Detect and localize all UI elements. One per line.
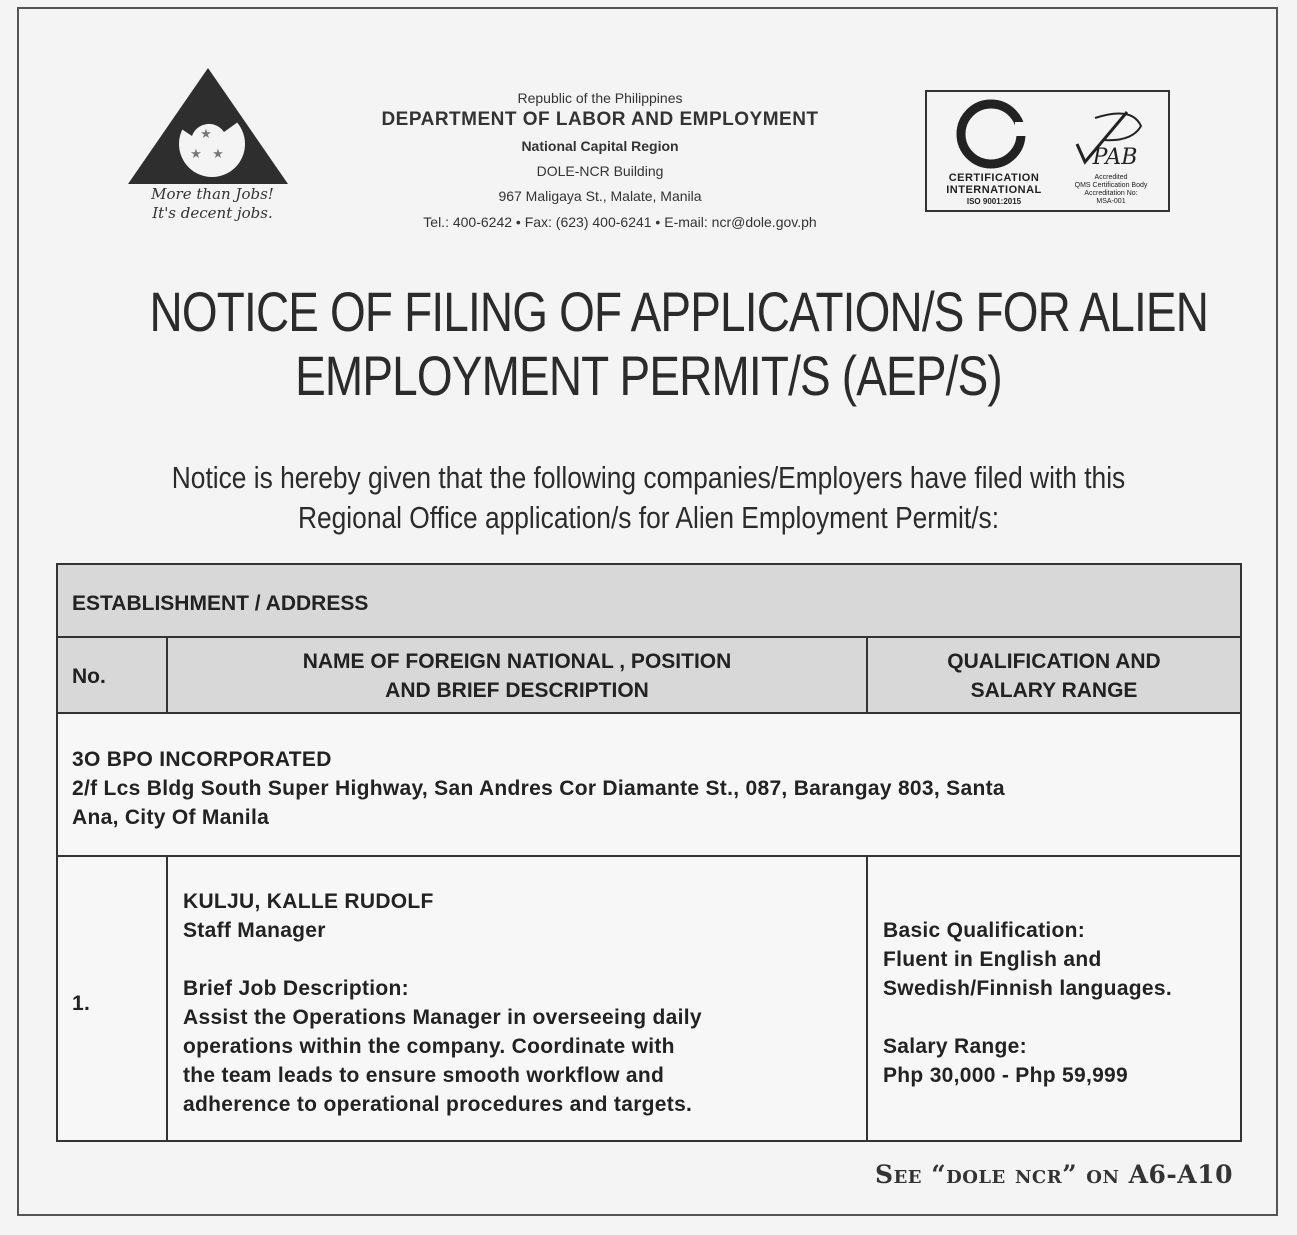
foreign-national-block <box>183 887 863 1119</box>
building-name: DOLE-NCR Building <box>536 163 664 179</box>
establishment-block <box>72 745 1232 832</box>
svg-text:★: ★ <box>212 147 224 162</box>
column-divider <box>866 856 868 1142</box>
header-no: No. <box>72 665 106 688</box>
pab-check-icon <box>1077 112 1141 170</box>
contact-info: Tel.: 400-6242 • Fax: (623) 400-6241 • E-mail: ncr@dole.gov.ph <box>423 214 817 230</box>
intro-line1: Notice is hereby given that the following companies/Employers have filed with this <box>171 460 1126 495</box>
salary-label: Salary Range: <box>883 1035 1027 1058</box>
divider <box>58 636 1240 638</box>
republic-label: Republic of the Philippines <box>517 90 683 106</box>
pab-line2: QMS Certification Body <box>1074 182 1148 189</box>
see-reference: See “dole ncr” on A6-A10 <box>875 1160 1233 1189</box>
slogan-line1: More than Jobs! <box>151 185 274 203</box>
aep-table <box>56 563 1242 1142</box>
notice-intro <box>131 458 1165 538</box>
job-desc-line2: operations within the company. Coordinate with <box>183 1035 675 1058</box>
column-divider <box>866 637 868 713</box>
column-divider <box>166 637 168 713</box>
qualification-line1: Fluent in English and <box>883 948 1102 971</box>
qualification-line2: Swedish/Finnish languages. <box>883 977 1173 1000</box>
pab-line4: MSA-001 <box>1096 198 1126 205</box>
cert-international-text <box>933 172 1055 208</box>
certification-ring-icon <box>961 104 1031 164</box>
header-establishment: ESTABLISHMENT / ADDRESS <box>72 592 369 615</box>
national-position: Staff Manager <box>183 919 326 942</box>
title-line2: EMPLOYMENT PERMIT/S (AEP/S) <box>295 344 1002 407</box>
header-name-line1: NAME OF FOREIGN NATIONAL , POSITION <box>302 650 732 673</box>
column-divider <box>166 856 168 1142</box>
header-name-line2: AND BRIEF DESCRIPTION <box>385 679 649 702</box>
address-line1: 2/f Lcs Bldg South Super Highway, San Andres Cor Diamante St., 087, Barangay 803, Santa <box>72 777 1005 800</box>
logo-slogan <box>120 185 305 223</box>
intro-line2: Regional Office application/s for Alien Employment Permit/s: <box>297 500 1000 535</box>
cert-iso: ISO 9001:2015 <box>966 197 1022 206</box>
job-desc-line1: Assist the Operations Manager in overseeing daily <box>183 1006 702 1029</box>
department-name: DEPARTMENT OF LABOR AND EMPLOYMENT <box>381 109 819 130</box>
qualification-label: Basic Qualification: <box>883 919 1086 942</box>
divider <box>58 855 1240 857</box>
pab-line1: Accredited <box>1094 174 1128 181</box>
salary-value: Php 30,000 - Php 59,999 <box>883 1064 1129 1087</box>
header-qual-line2: SALARY RANGE <box>970 679 1138 702</box>
divider <box>58 712 1240 714</box>
job-desc-label: Brief Job Description: <box>183 977 409 1000</box>
header-qualification <box>868 647 1240 705</box>
header-qual-line1: QUALIFICATION AND <box>947 650 1161 673</box>
svg-text:★: ★ <box>200 127 212 142</box>
slogan-line2: It's decent jobs. <box>152 204 273 222</box>
job-desc-line3: the team leads to ensure smooth workflow and <box>183 1064 665 1087</box>
notice-title <box>149 280 1209 408</box>
region-name: National Capital Region <box>521 138 679 154</box>
address-line2: Ana, City Of Manila <box>72 806 270 829</box>
pab-mark: PAB <box>1092 145 1138 170</box>
row-number: 1. <box>72 992 91 1015</box>
cert-line1: CERTIFICATION <box>948 172 1040 184</box>
certification-box <box>925 90 1170 212</box>
header-name <box>168 647 866 705</box>
title-line1: NOTICE OF FILING OF APPLICATION/S FOR ALIEN <box>149 280 1209 343</box>
qualification-block <box>883 916 1238 1090</box>
establishment-name: 3O BPO INCORPORATED <box>72 748 332 771</box>
svg-text:★: ★ <box>190 147 202 162</box>
cert-line2: INTERNATIONAL <box>946 184 1042 196</box>
job-desc-line4: adherence to operational procedures and targets. <box>183 1093 693 1116</box>
pab-line3: Accreditation No: <box>1084 190 1138 197</box>
agency-header <box>300 90 900 235</box>
national-name: KULJU, KALLE RUDOLF <box>183 890 434 913</box>
street-address: 967 Maligaya St., Malate, Manila <box>498 188 702 204</box>
pab-accreditation-text <box>1057 174 1165 206</box>
